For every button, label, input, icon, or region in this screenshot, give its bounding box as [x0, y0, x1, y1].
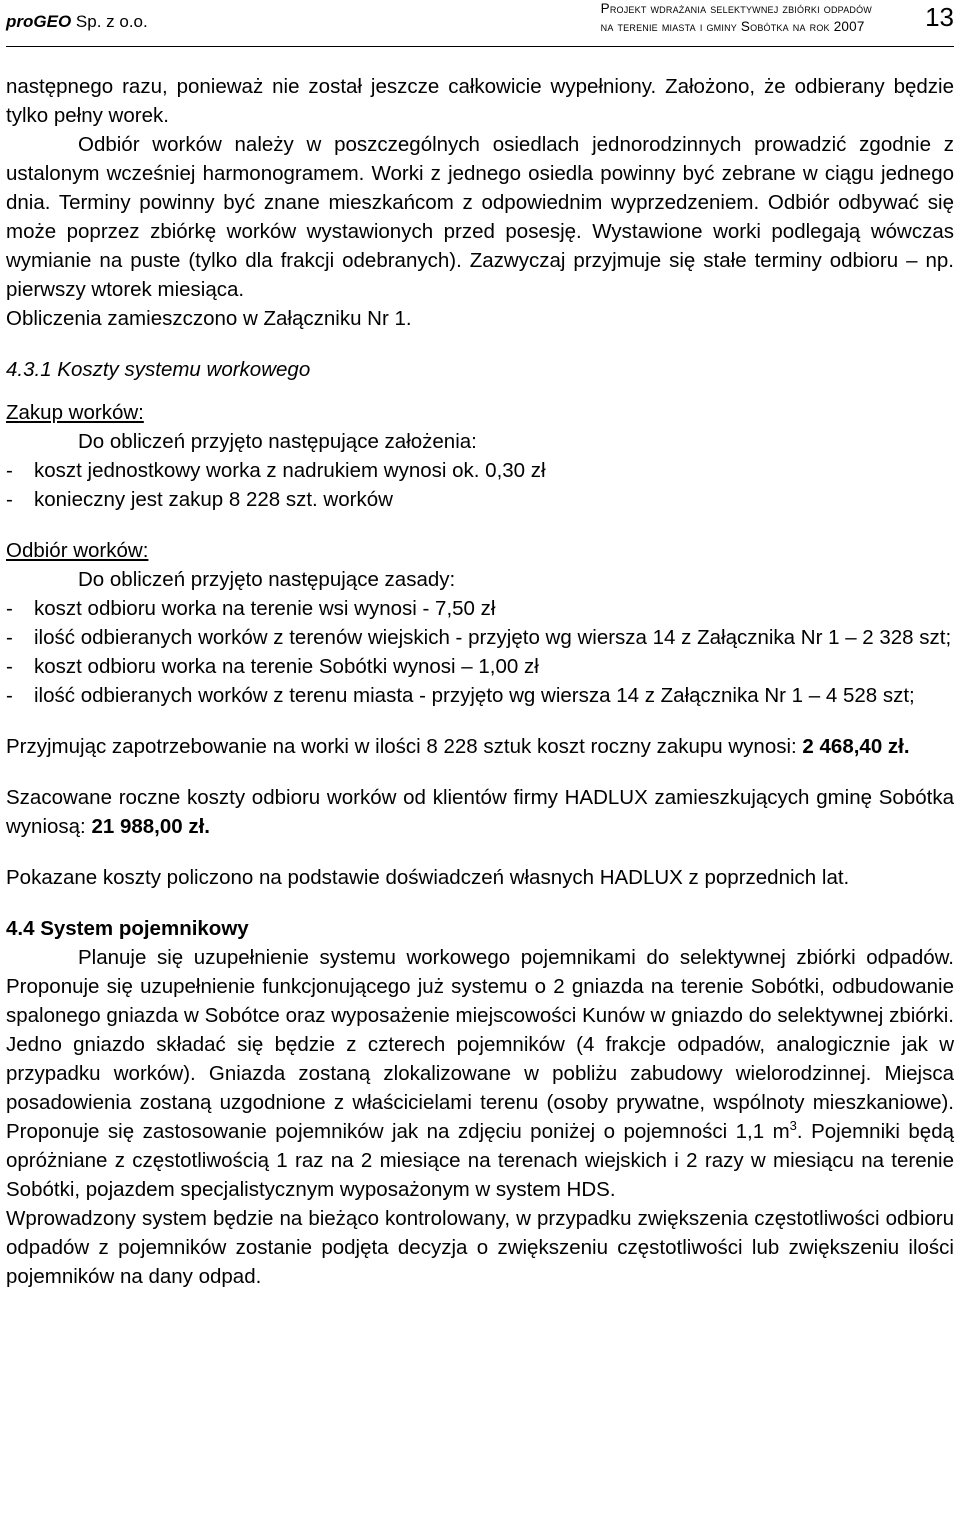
- header-divider: [6, 46, 954, 47]
- list-item: - koszt odbioru worka na terenie wsi wynosi - 7,50 zł: [6, 597, 496, 620]
- subheading-bag-purchase: Zakup worków:: [6, 401, 144, 424]
- page-number: 13: [925, 2, 954, 32]
- bag-collection-intro: Do obliczeń przyjęto następujące zasady:: [78, 568, 456, 591]
- list-item: - koszt odbioru worka na terenie Sobótki wynosi – 1,00 zł: [6, 655, 539, 678]
- page-header: [6, 0, 954, 46]
- company-name-pro: pro: [6, 12, 34, 31]
- paragraph-continuation: następnego razu, ponieważ nie został jeszcze całkowicie wypełniony. Założono, że odbierany będzie tylko pełny worek.: [6, 75, 954, 127]
- company-name-rest: Sp. z o.o.: [71, 12, 148, 31]
- list-item: - koszt jednostkowy worka z nadrukiem wynosi ok. 0,30 zł: [6, 459, 546, 482]
- subheading-bag-collection: Odbiór worków:: [6, 539, 149, 562]
- project-title: [601, 0, 872, 36]
- annual-collection-cost-value: 21 988,00 zł.: [91, 815, 211, 838]
- company-name: [6, 12, 148, 32]
- document-body: [6, 72, 954, 1291]
- paragraph-annual-collection-cost: Szacowane roczne koszty odbioru worków od klientów firmy HADLUX zamieszkujących gminę Sobótka wyniosą: 21 988,00 zł.: [6, 786, 954, 838]
- project-title-line1: Projekt wdrażania selektywnej zbiórki odpadów: [600, 1, 872, 16]
- paragraph-system-monitoring: Wprowadzony system będzie na bieżąco kontrolowany, w przypadku zwiększenia częstotliwości odbioru odpadów z pojemników zostanie podjęta decyzja o zwiększeniu częstotliwości lub zwiększeniu ilości pojemników na dany odpad.: [6, 1207, 954, 1288]
- list-item: - ilość odbieranych worków z terenu miasta - przyjęto wg wiersza 14 z Załącznika Nr 1 – 4 528 szt;: [6, 684, 915, 707]
- section-heading-4-4: 4.4 System pojemnikowy: [6, 917, 249, 940]
- list-item: - ilość odbieranych worków z terenów wiejskich - przyjęto wg wiersza 14 z Załącznika Nr 1 – 2 328 szt;: [6, 626, 952, 649]
- paragraph-calculations-note: Obliczenia zamieszczono w Załączniku Nr 1.: [6, 307, 412, 330]
- bag-purchase-intro: Do obliczeń przyjęto następujące założenia:: [78, 430, 477, 453]
- section-heading-4-3-1: 4.3.1 Koszty systemu workowego: [6, 358, 311, 381]
- project-title-line2: na terenie miasta i gminy Sobótka na rok 2007: [600, 19, 865, 34]
- paragraph-annual-purchase-cost: Przyjmując zapotrzebowanie na worki w ilości 8 228 sztuk koszt roczny zakupu wynosi: 2 468,40 zł.: [6, 735, 910, 758]
- annual-purchase-cost-value: 2 468,40 zł.: [802, 735, 910, 758]
- company-name-geo: GEO: [33, 12, 72, 31]
- paragraph-collection-schedule: Odbiór worków należy w poszczególnych osiedlach jednorodzinnych prowadzić zgodnie z ustalonym wcześniej harmonogramem. Worki z jednego osiedla powinny być zebrane w ciągu jednego dnia. Terminy powinny być znane mieszkańcom z odpowiednim wyprzedzeniem. Odbiór odbywać się może poprzez zbiórkę worków wystawionych przed posesję. Wystawione worki podlegają wówczas wymianie na puste (tylko dla frakcji odebranych). Zazwyczaj przyjmuje się stałe terminy odbioru – np. pierwszy wtorek miesiąca.: [6, 133, 954, 301]
- list-item: - konieczny jest zakup 8 228 szt. worków: [6, 488, 393, 511]
- paragraph-cost-source: Pokazane koszty policzono na podstawie doświadczeń własnych HADLUX z poprzednich lat.: [6, 866, 850, 889]
- paragraph-container-system: Planuje się uzupełnienie systemu workowego pojemnikami do selektywnej zbiórki odpadów. Proponuje się uzupełnienie funkcjonującego już systemu o 2 gniazda na terenie Sobótki, odbudowanie spalonego gniazda w Sobótce oraz wyposażenie miejscowości Kunów w gniazdo do selektywnej zbiórki. Jedno gniazdo składać się będzie z czterech pojemników (4 frakcje odpadów, analogicznie jak w przypadku worków). Gniazda zostaną zlokalizowane w pobliżu zabudowy wielorodzinnej. Miejsca posadowienia zostaną uzgodnione z właścicielami terenu (osoby prywatne, wspólnoty mieszkaniowe). Proponuje się zastosowanie pojemników jak na zdjęciu poniżej o pojemności 1,1 $m^3$. Pojemniki będą opróżniane z częstotliwością 1 raz na 2 miesiące na terenach wiejskich i 2 razy w miesiącu na terenie Sobótki, pojazdem specjalistycznym wyposażonym w system HDS.: [6, 946, 954, 1201]
